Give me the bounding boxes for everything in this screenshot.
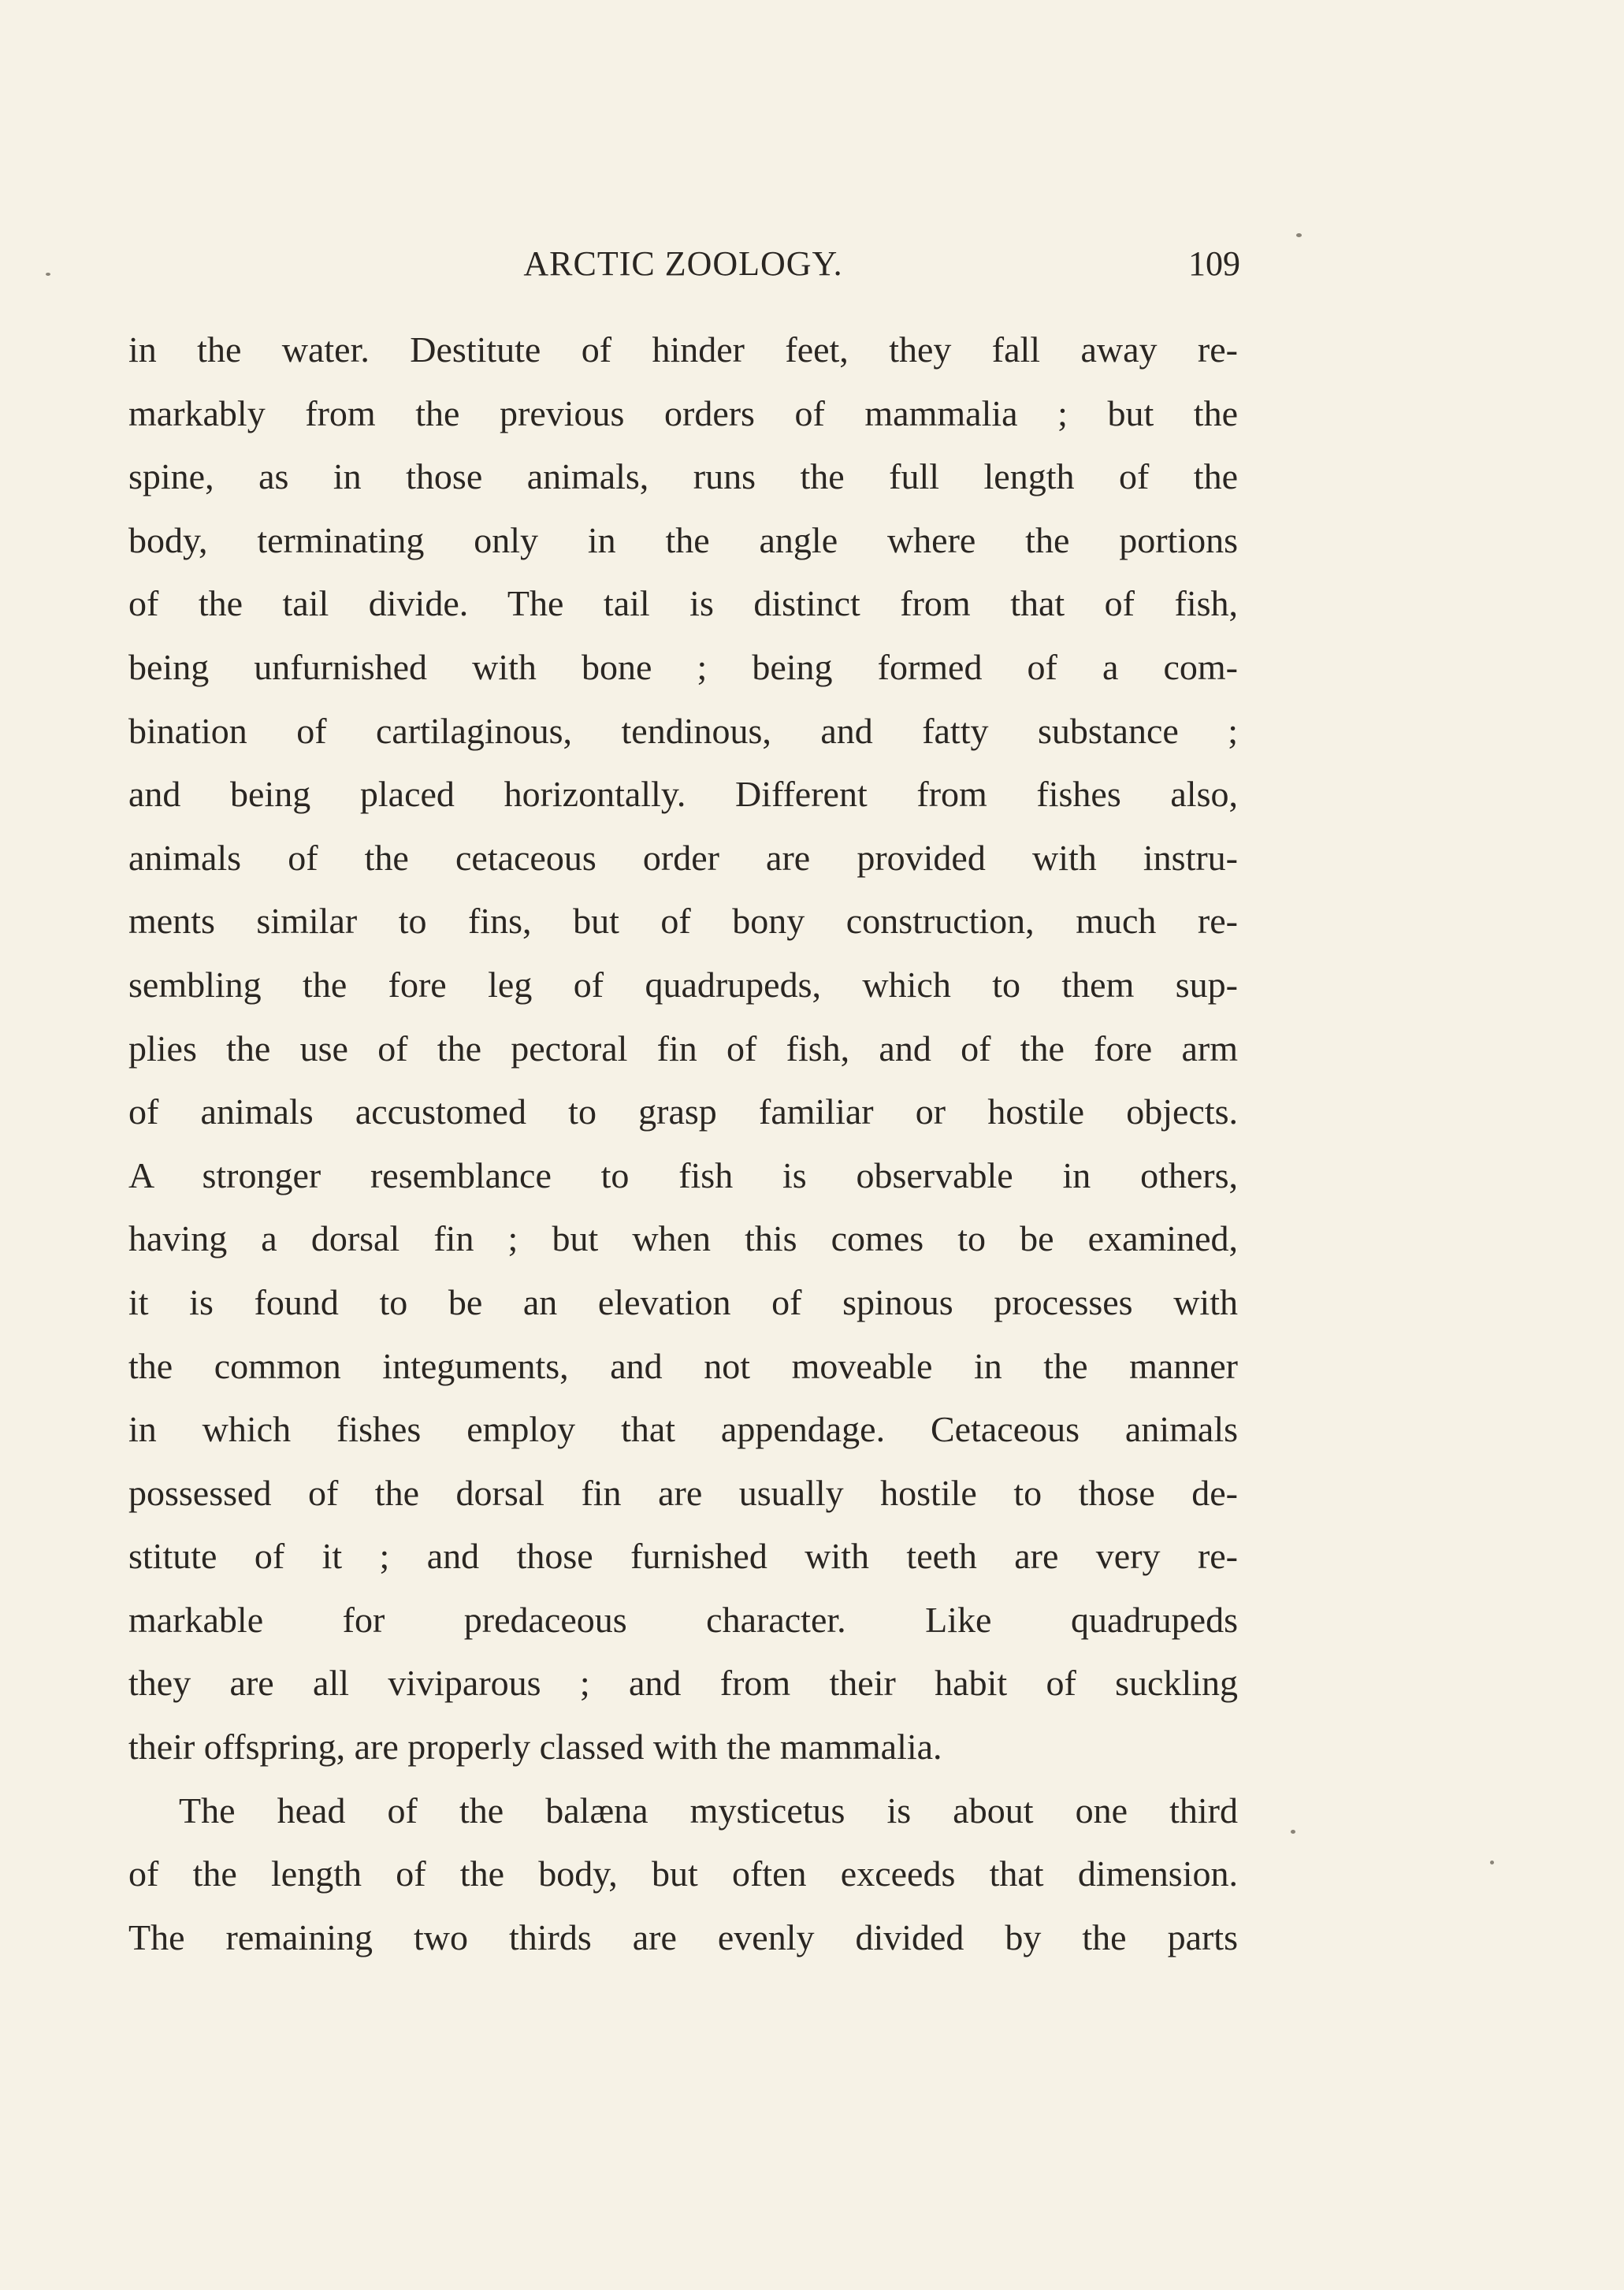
text-line: in which fishes employ that appendage. Cetaceous animals	[128, 1409, 1238, 1450]
text-line: sembling the fore leg of quadrupeds, which to them sup-	[128, 964, 1238, 1005]
text-line: and being placed horizontally. Different from fishes also,	[128, 774, 1238, 815]
paper-speck	[1296, 233, 1302, 237]
text-line: markable for predaceous character. Like quadrupeds	[128, 1599, 1238, 1640]
text-line: bination of cartilaginous, tendinous, and fatty substance ;	[128, 710, 1238, 751]
paper-speck	[1291, 1830, 1295, 1834]
running-head	[126, 240, 1240, 288]
text-line: having a dorsal fin ; but when this comes to be examined,	[128, 1218, 1238, 1259]
paper-speck	[1490, 1861, 1494, 1864]
text-line: plies the use of the pectoral fin of fish, and of the fore arm	[128, 1028, 1238, 1069]
text-line: it is found to be an elevation of spinous processes with	[128, 1281, 1238, 1322]
page-number: 109	[1188, 244, 1240, 283]
text-line: body, terminating only in the angle where the portions	[128, 519, 1238, 560]
text-line: they are all viviparous ; and from their habit of suckling	[128, 1663, 1238, 1704]
text-line: The remaining two thirds are evenly divided by the parts	[128, 1916, 1238, 1957]
text-line: the common integuments, and not moveable in the manner	[128, 1345, 1238, 1386]
paper-speck	[46, 273, 50, 276]
text-line: in the water. Destitute of hinder feet, they fall away re-	[128, 329, 1238, 370]
running-head-title: ARCTIC ZOOLOGY.	[523, 244, 843, 283]
text-line: of animals accustomed to grasp familiar or hostile objects.	[128, 1091, 1238, 1132]
text-line: being unfurnished with bone ; being formed of a com-	[128, 646, 1238, 687]
body-text	[128, 318, 1238, 1969]
paragraph-first-line: The head of the balæna mysticetus is about one third	[179, 1790, 1238, 1831]
text-line: spine, as in those animals, runs the full length of the	[128, 456, 1238, 497]
text-line: animals of the cetaceous order are provided with instru-	[128, 837, 1238, 878]
paragraph-last-line: their offspring, are properly classed with the mammalia.	[128, 1727, 942, 1768]
text-line: markably from the previous orders of mammalia ; but the	[128, 392, 1238, 433]
text-line: ments similar to fins, but of bony construction, much re-	[128, 901, 1238, 942]
text-line: of the tail divide. The tail is distinct from that of fish,	[128, 583, 1238, 624]
text-line: A stronger resemblance to fish is observable in others,	[128, 1154, 1238, 1195]
text-line: stitute of it ; and those furnished with teeth are very re-	[128, 1536, 1238, 1577]
text-line: possessed of the dorsal fin are usually hostile to those de-	[128, 1472, 1238, 1513]
text-line: of the length of the body, but often exceeds that dimension.	[128, 1853, 1238, 1894]
